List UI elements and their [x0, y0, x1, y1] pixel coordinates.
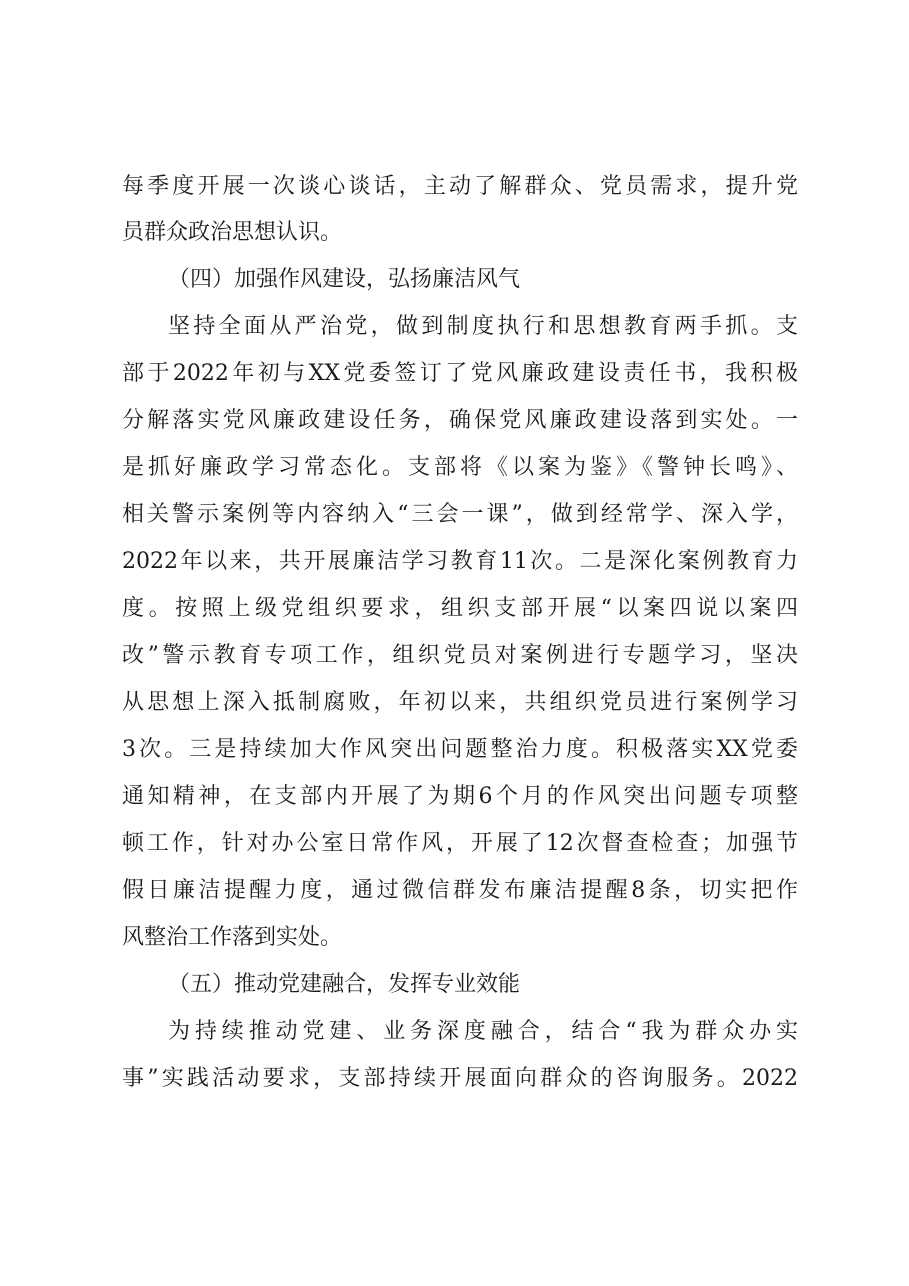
section-heading-4: （四）加强作风建设，弘扬廉洁风气 [168, 267, 521, 292]
paragraph-line: 坚持全面从严治党，做到制度执行和思想教育两手抓。支 [168, 314, 798, 339]
section-heading-5: （五）推动党建融合，发挥专业效能 [168, 972, 521, 997]
paragraph-line: 改”警示教育专项工作，组织党员对案例进行专题学习，坚决 [122, 643, 798, 668]
paragraph-line: 假日廉洁提醒力度，通过微信群发布廉洁提醒8条，切实把作 [122, 878, 798, 903]
paragraph-line: 相关警示案例等内容纳入“三会一课”，做到经常学、深入学， [122, 502, 798, 527]
paragraph-line: 度。按照上级党组织要求，组织支部开展“以案四说以案四 [122, 596, 798, 621]
paragraph-line: 通知精神，在支部内开展了为期6个月的作风突出问题专项整 [122, 784, 798, 809]
paragraph-line: 2022年以来，共开展廉洁学习教育11次。二是深化案例教育力 [122, 549, 798, 574]
paragraph-line: 是抓好廉政学习常态化。支部将《以案为鉴》《警钟长鸣》、 [122, 455, 798, 480]
paragraph-line: 分解落实党风廉政建设任务，确保党风廉政建设落到实处。一 [122, 408, 798, 433]
paragraph-line: 从思想上深入抵制腐败，年初以来，共组织党员进行案例学习 [122, 690, 798, 715]
paragraph-line: 事”实践活动要求，支部持续开展面向群众的咨询服务。2022 [122, 1066, 798, 1091]
paragraph-line: 每季度开展一次谈心谈话，主动了解群众、党员需求，提升党 [122, 174, 798, 199]
paragraph-line: 3次。三是持续加大作风突出问题整治力度。积极落实XX党委 [122, 737, 798, 762]
paragraph-line: 员群众政治思想认识。 [122, 220, 343, 245]
paragraph-line: 为持续推动党建、业务深度融合，结合“我为群众办实 [168, 1019, 798, 1044]
paragraph-line: 风整治工作落到实处。 [122, 925, 343, 950]
paragraph-line: 部于2022年初与XX党委签订了党风廉政建设责任书，我积极 [122, 361, 798, 386]
paragraph-line: 顿工作，针对办公室日常作风，开展了12次督查检查；加强节 [122, 831, 798, 856]
